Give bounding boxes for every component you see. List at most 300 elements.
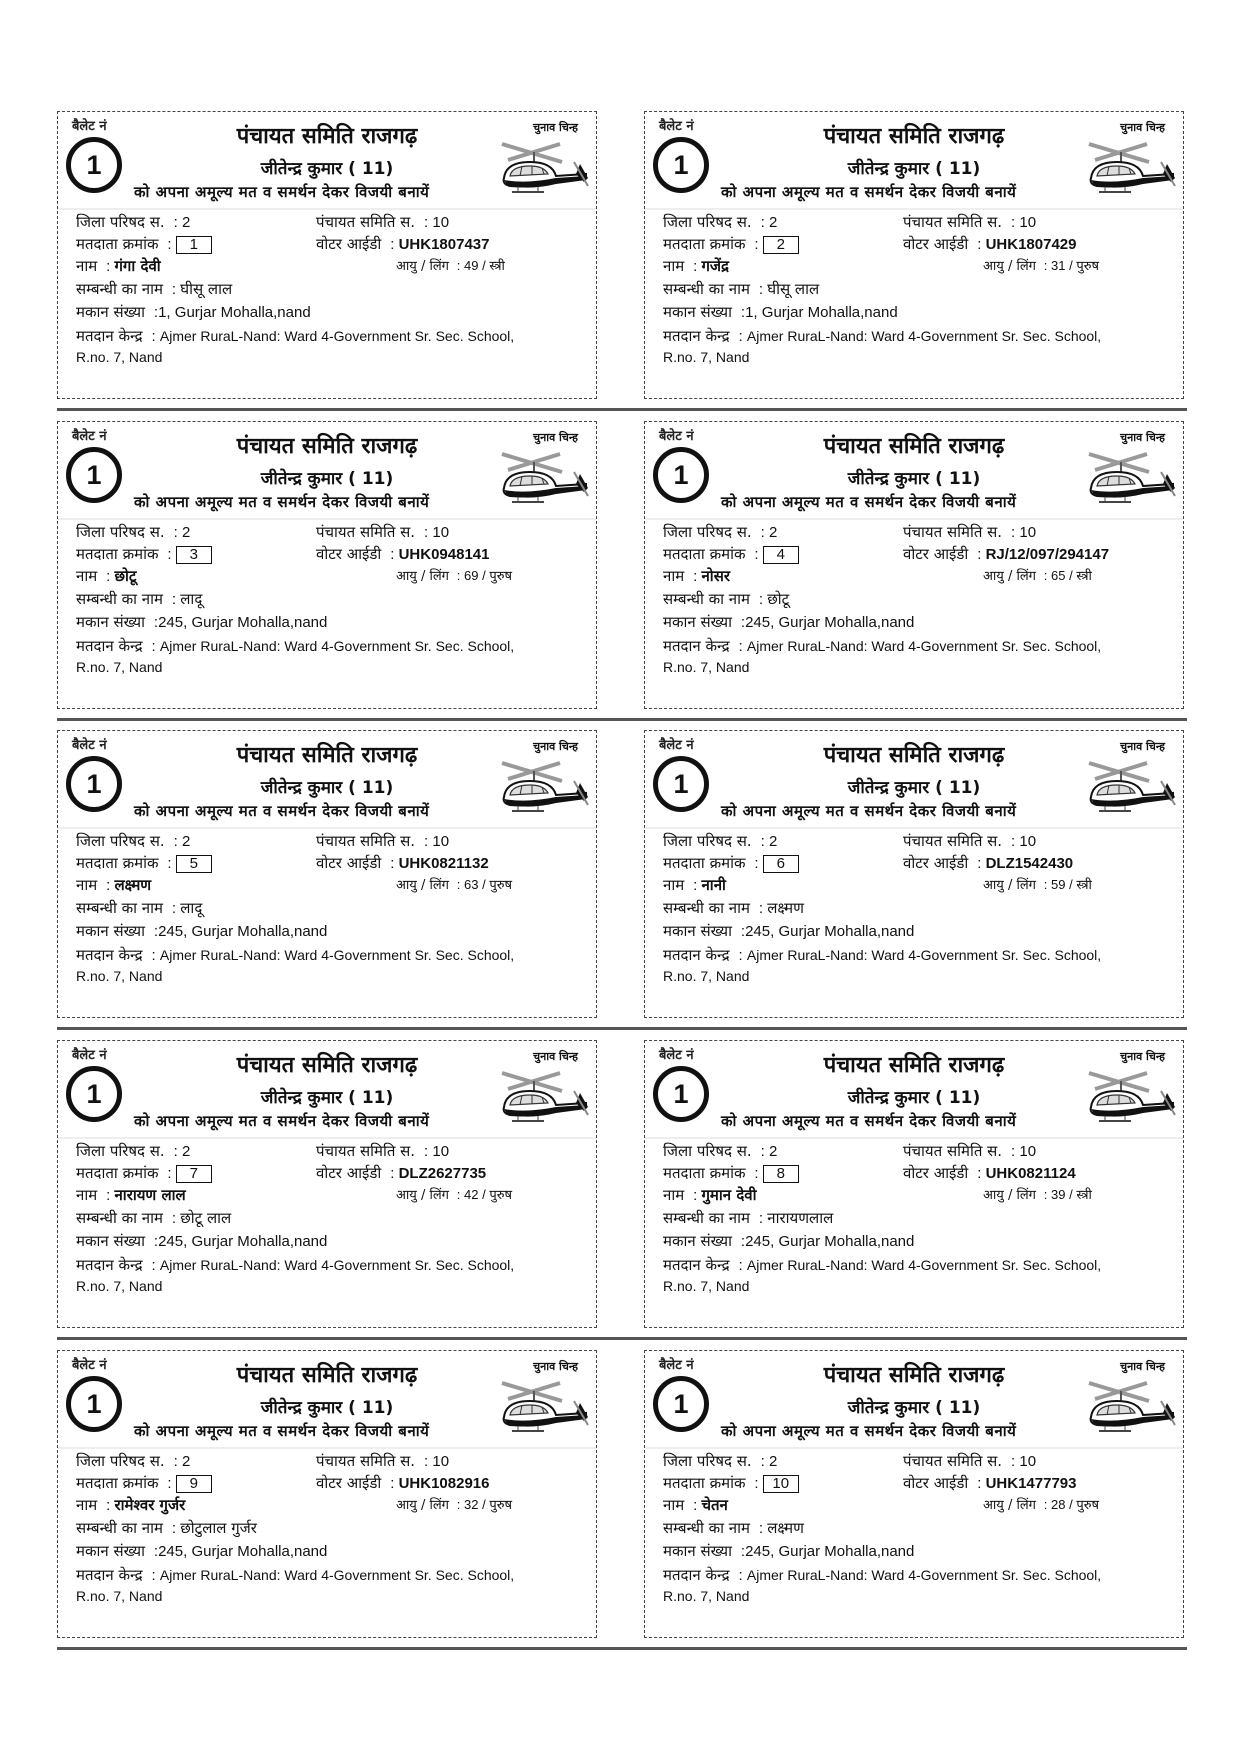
panchayat-samiti-row: पंचायत समिति स. : 10 <box>316 1452 450 1470</box>
polling-center-row-2 <box>663 1587 749 1605</box>
voter-name: गुमान देवी <box>701 1186 757 1204</box>
relative-name: छोटुलाल गुर्जर <box>180 1519 257 1537</box>
zila-parishad-row: जिला परिषद स. : 2 <box>76 523 191 541</box>
panchayat-title: पंचायत समिति राजगढ़ <box>823 1363 1005 1388</box>
election-symbol-label: चुनाव चिन्ह <box>1120 1360 1165 1373</box>
election-symbol-label: चुनाव चिन्ह <box>1120 431 1165 444</box>
voter-serial-row: मतदाता क्रमांक : 9 <box>76 1473 212 1493</box>
polling-center-line-2: R.no. 7, Nand <box>663 659 750 675</box>
voter-age: 42 <box>464 1187 479 1202</box>
card-row <box>57 111 1187 409</box>
panchayat-samiti-row: पंचायत समिति स. : 10 <box>316 1142 450 1160</box>
relative-name: घीसू लाल <box>767 280 820 298</box>
panchayat-samiti-value: 10 <box>432 833 450 850</box>
helicopter-icon <box>496 1067 590 1125</box>
voter-age: 28 <box>1051 1497 1066 1512</box>
helicopter-icon <box>496 1377 590 1435</box>
ballot-number-circle: 1 <box>66 447 122 503</box>
voter-serial-box: 7 <box>176 1165 212 1183</box>
age-gender-row: आयु / लिंग : 63 / पुरुष <box>396 877 512 893</box>
panchayat-title: पंचायत समिति राजगढ़ <box>823 743 1005 768</box>
polling-center-line-2: R.no. 7, Nand <box>76 349 163 365</box>
ballot-number-label: बैलेट नं <box>659 119 694 134</box>
voter-id-row: वोटर आईडी : RJ/12/097/294147 <box>903 545 1110 563</box>
house-address: 245, Gurjar Mohalla,nand <box>158 614 328 631</box>
polling-center-row-2 <box>663 1277 749 1295</box>
relative-name: लादू <box>180 590 203 608</box>
voter-slip-card <box>644 1040 1184 1328</box>
name-row: नाम : नानी <box>663 876 726 894</box>
election-symbol-label: चुनाव चिन्ह <box>533 1360 578 1373</box>
house-address: 245, Gurjar Mohalla,nand <box>745 1543 915 1560</box>
voter-serial-box: 4 <box>763 546 799 564</box>
relative-name: नारायणलाल <box>767 1209 834 1227</box>
voter-age: 49 <box>464 258 479 273</box>
election-symbol-label: चुनाव चिन्ह <box>533 1050 578 1063</box>
panchayat-samiti-row: पंचायत समिति स. : 10 <box>903 523 1037 541</box>
polling-center-row-2 <box>663 658 749 676</box>
voter-name: नानी <box>701 876 726 894</box>
polling-center-row: मतदान केन्द्र : Ajmer RuraL-Nand: Ward 4-Government Sr. Sec. School, <box>663 1566 1102 1584</box>
zila-parishad-value: 2 <box>182 214 191 231</box>
candidate-name: जीतेन्द्र कुमार ( 11) <box>260 1088 394 1108</box>
appeal-text: को अपना अमूल्य मत व समर्थन देकर विजयी बनायें <box>134 1422 430 1440</box>
voter-gender: पुरुष <box>489 1498 512 1513</box>
helicopter-icon <box>496 138 590 196</box>
panchayat-samiti-row: पंचायत समिति स. : 10 <box>316 832 450 850</box>
ballot-number-circle: 1 <box>66 1066 122 1122</box>
age-gender-row: आयु / लिंग : 65 / स्त्री <box>983 568 1092 584</box>
voter-slip-card <box>57 1040 597 1328</box>
voter-serial-box: 10 <box>763 1475 799 1493</box>
zila-parishad-row: जिला परिषद स. : 2 <box>76 1142 191 1160</box>
row-separator <box>57 1337 1187 1340</box>
voter-serial-row: मतदाता क्रमांक : 2 <box>663 234 799 254</box>
age-gender-row: आयु / लिंग : 31 / पुरुष <box>983 258 1099 274</box>
polling-center-row-2 <box>663 967 749 985</box>
name-row: नाम : छोटू <box>76 567 137 585</box>
age-gender-row: आयु / लिंग : 28 / पुरुष <box>983 1497 1099 1513</box>
card-header <box>58 731 596 829</box>
candidate-name: जीतेन्द्र कुमार ( 11) <box>847 159 981 179</box>
polling-center-line-1: Ajmer RuraL-Nand: Ward 4-Government Sr. Sec. School, <box>159 1567 515 1583</box>
voter-serial-row: मतदाता क्रमांक : 7 <box>76 1163 212 1183</box>
polling-center-row-2 <box>76 967 162 985</box>
voter-slip-card <box>644 111 1184 399</box>
voter-slip-card <box>57 421 597 709</box>
polling-center-row-2 <box>76 348 162 366</box>
helicopter-icon <box>496 448 590 506</box>
panchayat-title: पंचायत समिति राजगढ़ <box>823 1053 1005 1078</box>
polling-center-line-2: R.no. 7, Nand <box>663 1278 750 1294</box>
polling-center-row-2 <box>76 658 162 676</box>
candidate-name: जीतेन्द्र कुमार ( 11) <box>847 1088 981 1108</box>
polling-center-row: मतदान केन्द्र : Ajmer RuraL-Nand: Ward 4-Government Sr. Sec. School, <box>76 1256 515 1274</box>
house-address: 245, Gurjar Mohalla,nand <box>158 923 328 940</box>
name-row: नाम : नारायण लाल <box>76 1186 186 1204</box>
voter-name: लक्ष्मण <box>114 876 152 894</box>
voter-slip-card <box>57 111 597 399</box>
appeal-text: को अपना अमूल्य मत व समर्थन देकर विजयी बनायें <box>721 183 1017 201</box>
zila-parishad-value: 2 <box>769 1453 778 1470</box>
panchayat-samiti-value: 10 <box>432 1143 450 1160</box>
house-address: 245, Gurjar Mohalla,nand <box>158 1543 328 1560</box>
voter-id-row: वोटर आईडी : UHK0821124 <box>903 1164 1076 1182</box>
house-row: मकान संख्या :245, Gurjar Mohalla,nand <box>76 613 328 631</box>
voter-serial-box: 9 <box>176 1475 212 1493</box>
name-row: नाम : लक्ष्मण <box>76 876 152 894</box>
voter-age: 63 <box>464 877 479 892</box>
election-symbol-label: चुनाव चिन्ह <box>533 121 578 134</box>
house-address: 1, Gurjar Mohalla,nand <box>158 304 311 321</box>
voter-serial-row: मतदाता क्रमांक : 8 <box>663 1163 799 1183</box>
election-symbol-label: चुनाव चिन्ह <box>1120 740 1165 753</box>
voter-id-row: वोटर आईडी : UHK0948141 <box>316 545 490 563</box>
helicopter-icon <box>1083 757 1177 815</box>
house-row: मकान संख्या :245, Gurjar Mohalla,nand <box>663 613 915 631</box>
polling-center-row-2 <box>76 1277 162 1295</box>
zila-parishad-value: 2 <box>182 1453 191 1470</box>
panchayat-samiti-value: 10 <box>1019 214 1037 231</box>
relative-row: सम्बन्धी का नाम : लादू <box>76 899 203 917</box>
helicopter-icon <box>1083 1377 1177 1435</box>
appeal-text: को अपना अमूल्य मत व समर्थन देकर विजयी बनायें <box>721 1422 1017 1440</box>
polling-center-row: मतदान केन्द्र : Ajmer RuraL-Nand: Ward 4-Government Sr. Sec. School, <box>663 946 1102 964</box>
polling-center-line-2: R.no. 7, Nand <box>76 1588 163 1604</box>
house-address: 245, Gurjar Mohalla,nand <box>745 614 915 631</box>
zila-parishad-value: 2 <box>769 524 778 541</box>
house-address: 245, Gurjar Mohalla,nand <box>158 1233 328 1250</box>
voter-id-row: वोटर आईडी : UHK1477793 <box>903 1474 1077 1492</box>
relative-row: सम्बन्धी का नाम : लक्ष्मण <box>663 899 804 917</box>
ballot-number-label: बैलेट नं <box>659 1048 694 1063</box>
row-separator <box>57 1027 1187 1030</box>
name-row: नाम : रामेश्वर गुर्जर <box>76 1496 186 1514</box>
age-gender-row: आयु / लिंग : 49 / स्त्री <box>396 258 505 274</box>
voter-id-value: UHK1477793 <box>985 1475 1077 1492</box>
panchayat-samiti-value: 10 <box>1019 1453 1037 1470</box>
candidate-name: जीतेन्द्र कुमार ( 11) <box>260 778 394 798</box>
polling-center-row-2 <box>76 1587 162 1605</box>
panchayat-samiti-row: पंचायत समिति स. : 10 <box>903 213 1037 231</box>
polling-center-row: मतदान केन्द्र : Ajmer RuraL-Nand: Ward 4-Government Sr. Sec. School, <box>663 637 1102 655</box>
zila-parishad-value: 2 <box>769 1143 778 1160</box>
ballot-number-label: बैलेट नं <box>72 1048 107 1063</box>
voter-serial-row: मतदाता क्रमांक : 6 <box>663 853 799 873</box>
voter-serial-row: मतदाता क्रमांक : 4 <box>663 544 799 564</box>
panchayat-title: पंचायत समिति राजगढ़ <box>823 124 1005 149</box>
election-symbol-label: चुनाव चिन्ह <box>1120 1050 1165 1063</box>
name-row: नाम : चेतन <box>663 1496 728 1514</box>
candidate-name: जीतेन्द्र कुमार ( 11) <box>260 469 394 489</box>
voter-slip-card <box>644 730 1184 1018</box>
voter-serial-box: 5 <box>176 855 212 873</box>
ballot-number-label: बैलेट नं <box>72 738 107 753</box>
card-row <box>57 1350 1187 1648</box>
ballot-number-circle: 1 <box>653 756 709 812</box>
voter-serial-box: 1 <box>176 236 212 254</box>
card-header <box>645 731 1183 829</box>
name-row: नाम : गुमान देवी <box>663 1186 757 1204</box>
polling-center-line-2: R.no. 7, Nand <box>76 1278 163 1294</box>
relative-row: सम्बन्धी का नाम : घीसू लाल <box>663 280 820 298</box>
relative-row: सम्बन्धी का नाम : छोटू <box>663 590 790 608</box>
panchayat-samiti-value: 10 <box>432 214 450 231</box>
card-header <box>645 1041 1183 1139</box>
voter-id-value: UHK1807429 <box>985 236 1077 253</box>
election-symbol-label: चुनाव चिन्ह <box>533 740 578 753</box>
zila-parishad-row: जिला परिषद स. : 2 <box>663 523 778 541</box>
zila-parishad-row: जिला परिषद स. : 2 <box>76 213 191 231</box>
ballot-number-circle: 1 <box>653 1376 709 1432</box>
voter-serial-box: 2 <box>763 236 799 254</box>
appeal-text: को अपना अमूल्य मत व समर्थन देकर विजयी बनायें <box>721 802 1017 820</box>
appeal-text: को अपना अमूल्य मत व समर्थन देकर विजयी बनायें <box>721 1112 1017 1130</box>
card-header <box>645 422 1183 520</box>
voter-id-row: वोटर आईडी : DLZ1542430 <box>903 854 1074 872</box>
voter-slip-card <box>57 1350 597 1638</box>
polling-center-line-2: R.no. 7, Nand <box>663 1588 750 1604</box>
row-separator <box>57 718 1187 721</box>
voter-age: 31 <box>1051 258 1066 273</box>
panchayat-samiti-row: पंचायत समिति स. : 10 <box>316 213 450 231</box>
voter-serial-box: 8 <box>763 1165 799 1183</box>
card-header <box>645 1351 1183 1449</box>
age-gender-row: आयु / लिंग : 39 / स्त्री <box>983 1187 1092 1203</box>
ballot-number-label: बैलेट नं <box>72 1358 107 1373</box>
zila-parishad-row: जिला परिषद स. : 2 <box>76 832 191 850</box>
age-gender-row: आयु / लिंग : 69 / पुरुष <box>396 568 512 584</box>
polling-center-line-1: Ajmer RuraL-Nand: Ward 4-Government Sr. Sec. School, <box>159 638 515 654</box>
voter-name: गंगा देवी <box>114 257 161 275</box>
polling-center-row: मतदान केन्द्र : Ajmer RuraL-Nand: Ward 4-Government Sr. Sec. School, <box>663 327 1102 345</box>
relative-row: सम्बन्धी का नाम : छोटुलाल गुर्जर <box>76 1519 257 1537</box>
voter-serial-row: मतदाता क्रमांक : 10 <box>663 1473 799 1493</box>
polling-center-line-1: Ajmer RuraL-Nand: Ward 4-Government Sr. Sec. School, <box>746 638 1102 654</box>
name-row: नाम : नोसर <box>663 567 730 585</box>
voter-serial-row: मतदाता क्रमांक : 1 <box>76 234 212 254</box>
voter-serial-row: मतदाता क्रमांक : 3 <box>76 544 212 564</box>
relative-row: सम्बन्धी का नाम : छोटू लाल <box>76 1209 232 1227</box>
house-address: 245, Gurjar Mohalla,nand <box>745 923 915 940</box>
card-header <box>58 1351 596 1449</box>
house-row: मकान संख्या :245, Gurjar Mohalla,nand <box>663 1542 915 1560</box>
house-row: मकान संख्या :245, Gurjar Mohalla,nand <box>663 922 915 940</box>
panchayat-title: पंचायत समिति राजगढ़ <box>236 743 418 768</box>
voter-gender: स्त्री <box>489 259 505 274</box>
panchayat-samiti-value: 10 <box>1019 1143 1037 1160</box>
voter-slip-card <box>644 421 1184 709</box>
panchayat-title: पंचायत समिति राजगढ़ <box>823 434 1005 459</box>
house-row: मकान संख्या :245, Gurjar Mohalla,nand <box>663 1232 915 1250</box>
relative-name: लक्ष्मण <box>767 899 804 917</box>
panchayat-samiti-row: पंचायत समिति स. : 10 <box>316 523 450 541</box>
relative-name: लक्ष्मण <box>767 1519 804 1537</box>
appeal-text: को अपना अमूल्य मत व समर्थन देकर विजयी बनायें <box>134 802 430 820</box>
voter-gender: पुरुष <box>1076 1498 1099 1513</box>
candidate-name: जीतेन्द्र कुमार ( 11) <box>847 778 981 798</box>
zila-parishad-value: 2 <box>769 214 778 231</box>
voter-gender: स्त्री <box>1076 569 1092 584</box>
polling-center-row-2 <box>663 348 749 366</box>
voter-name: रामेश्वर गुर्जर <box>114 1496 186 1514</box>
panchayat-samiti-value: 10 <box>432 524 450 541</box>
card-row <box>57 421 1187 719</box>
name-row: नाम : गजेंद्र <box>663 257 730 275</box>
helicopter-icon <box>1083 138 1177 196</box>
polling-center-row: मतदान केन्द्र : Ajmer RuraL-Nand: Ward 4-Government Sr. Sec. School, <box>663 1256 1102 1274</box>
ballot-number-label: बैलेट नं <box>659 738 694 753</box>
candidate-name: जीतेन्द्र कुमार ( 11) <box>847 1398 981 1418</box>
voter-gender: स्त्री <box>1076 878 1092 893</box>
card-row <box>57 730 1187 1028</box>
ballot-number-circle: 1 <box>66 756 122 812</box>
helicopter-icon <box>1083 1067 1177 1125</box>
voter-age: 65 <box>1051 568 1066 583</box>
relative-row: सम्बन्धी का नाम : लक्ष्मण <box>663 1519 804 1537</box>
election-symbol-label: चुनाव चिन्ह <box>533 431 578 444</box>
ballot-number-label: बैलेट नं <box>659 1358 694 1373</box>
polling-center-line-2: R.no. 7, Nand <box>76 659 163 675</box>
voter-name: चेतन <box>701 1496 728 1514</box>
card-header <box>58 112 596 210</box>
voter-id-value: UHK0821132 <box>398 855 489 872</box>
voter-id-value: UHK0821124 <box>985 1165 1076 1182</box>
voter-age: 32 <box>464 1497 479 1512</box>
polling-center-line-2: R.no. 7, Nand <box>663 349 750 365</box>
polling-center-line-1: Ajmer RuraL-Nand: Ward 4-Government Sr. Sec. School, <box>746 947 1102 963</box>
polling-center-line-1: Ajmer RuraL-Nand: Ward 4-Government Sr. Sec. School, <box>159 328 515 344</box>
appeal-text: को अपना अमूल्य मत व समर्थन देकर विजयी बनायें <box>134 493 430 511</box>
zila-parishad-row: जिला परिषद स. : 2 <box>76 1452 191 1470</box>
row-separator <box>57 1647 1187 1650</box>
polling-center-line-1: Ajmer RuraL-Nand: Ward 4-Government Sr. Sec. School, <box>746 328 1102 344</box>
voter-id-value: RJ/12/097/294147 <box>985 546 1110 563</box>
house-address: 245, Gurjar Mohalla,nand <box>745 1233 915 1250</box>
voter-id-row: वोटर आईडी : UHK0821132 <box>316 854 489 872</box>
card-row <box>57 1040 1187 1338</box>
panchayat-samiti-row: पंचायत समिति स. : 10 <box>903 1452 1037 1470</box>
polling-center-line-2: R.no. 7, Nand <box>76 968 163 984</box>
relative-name: लादू <box>180 899 203 917</box>
panchayat-samiti-value: 10 <box>1019 833 1037 850</box>
voter-id-row: वोटर आईडी : UHK1807437 <box>316 235 490 253</box>
polling-center-line-1: Ajmer RuraL-Nand: Ward 4-Government Sr. Sec. School, <box>159 947 515 963</box>
voter-age: 39 <box>1051 1187 1066 1202</box>
voter-id-value: UHK0948141 <box>398 546 490 563</box>
name-row: नाम : गंगा देवी <box>76 257 161 275</box>
voter-slip-card <box>644 1350 1184 1638</box>
polling-center-line-1: Ajmer RuraL-Nand: Ward 4-Government Sr. Sec. School, <box>746 1257 1102 1273</box>
ballot-number-circle: 1 <box>653 1066 709 1122</box>
ballot-number-circle: 1 <box>66 137 122 193</box>
appeal-text: को अपना अमूल्य मत व समर्थन देकर विजयी बनायें <box>134 183 430 201</box>
appeal-text: को अपना अमूल्य मत व समर्थन देकर विजयी बनायें <box>134 1112 430 1130</box>
house-row: मकान संख्या :1, Gurjar Mohalla,nand <box>76 303 311 321</box>
age-gender-row: आयु / लिंग : 42 / पुरुष <box>396 1187 512 1203</box>
voter-gender: स्त्री <box>1076 1188 1092 1203</box>
candidate-name: जीतेन्द्र कुमार ( 11) <box>260 1398 394 1418</box>
card-header <box>58 1041 596 1139</box>
candidate-name: जीतेन्द्र कुमार ( 11) <box>847 469 981 489</box>
panchayat-samiti-value: 10 <box>1019 524 1037 541</box>
zila-parishad-row: जिला परिषद स. : 2 <box>663 832 778 850</box>
voter-age: 69 <box>464 568 479 583</box>
voter-name: गजेंद्र <box>701 257 730 275</box>
panchayat-title: पंचायत समिति राजगढ़ <box>236 124 418 149</box>
polling-center-line-1: Ajmer RuraL-Nand: Ward 4-Government Sr. Sec. School, <box>746 1567 1102 1583</box>
ballot-number-circle: 1 <box>66 1376 122 1432</box>
voter-age: 59 <box>1051 877 1066 892</box>
voter-serial-box: 3 <box>176 546 212 564</box>
ballot-number-label: बैलेट नं <box>72 119 107 134</box>
voter-id-value: UHK1807437 <box>398 236 490 253</box>
voter-serial-box: 6 <box>763 855 799 873</box>
voter-name: छोटू <box>114 567 137 585</box>
age-gender-row: आयु / लिंग : 59 / स्त्री <box>983 877 1092 893</box>
panchayat-title: पंचायत समिति राजगढ़ <box>236 1053 418 1078</box>
card-header <box>58 422 596 520</box>
voter-id-value: DLZ2627735 <box>398 1165 487 1182</box>
panchayat-samiti-row: पंचायत समिति स. : 10 <box>903 832 1037 850</box>
zila-parishad-value: 2 <box>769 833 778 850</box>
voter-gender: पुरुष <box>489 569 512 584</box>
voter-slip-card <box>57 730 597 1018</box>
voter-id-value: DLZ1542430 <box>985 855 1074 872</box>
candidate-name: जीतेन्द्र कुमार ( 11) <box>260 159 394 179</box>
ballot-number-circle: 1 <box>653 447 709 503</box>
panchayat-samiti-row: पंचायत समिति स. : 10 <box>903 1142 1037 1160</box>
zila-parishad-value: 2 <box>182 833 191 850</box>
row-separator <box>57 408 1187 411</box>
helicopter-icon <box>1083 448 1177 506</box>
house-address: 1, Gurjar Mohalla,nand <box>745 304 898 321</box>
zila-parishad-row: जिला परिषद स. : 2 <box>663 213 778 231</box>
house-row: मकान संख्या :245, Gurjar Mohalla,nand <box>76 1232 328 1250</box>
polling-center-line-2: R.no. 7, Nand <box>663 968 750 984</box>
zila-parishad-row: जिला परिषद स. : 2 <box>663 1452 778 1470</box>
election-symbol-label: चुनाव चिन्ह <box>1120 121 1165 134</box>
panchayat-samiti-value: 10 <box>432 1453 450 1470</box>
voter-id-value: UHK1082916 <box>398 1475 490 1492</box>
ballot-number-circle: 1 <box>653 137 709 193</box>
house-row: मकान संख्या :1, Gurjar Mohalla,nand <box>663 303 898 321</box>
age-gender-row: आयु / लिंग : 32 / पुरुष <box>396 1497 512 1513</box>
voter-gender: पुरुष <box>489 1188 512 1203</box>
voter-name: नोसर <box>701 567 730 585</box>
voter-name: नारायण लाल <box>114 1186 186 1204</box>
polling-center-line-1: Ajmer RuraL-Nand: Ward 4-Government Sr. Sec. School, <box>159 1257 515 1273</box>
ballot-number-label: बैलेट नं <box>659 429 694 444</box>
voter-id-row: वोटर आईडी : UHK1082916 <box>316 1474 490 1492</box>
voter-gender: पुरुष <box>1076 259 1099 274</box>
house-row: मकान संख्या :245, Gurjar Mohalla,nand <box>76 922 328 940</box>
relative-name: छोटू लाल <box>180 1209 232 1227</box>
relative-row: सम्बन्धी का नाम : घीसू लाल <box>76 280 233 298</box>
zila-parishad-row: जिला परिषद स. : 2 <box>663 1142 778 1160</box>
voter-id-row: वोटर आईडी : UHK1807429 <box>903 235 1077 253</box>
voter-serial-row: मतदाता क्रमांक : 5 <box>76 853 212 873</box>
voter-gender: पुरुष <box>489 878 512 893</box>
voter-id-row: वोटर आईडी : DLZ2627735 <box>316 1164 487 1182</box>
helicopter-icon <box>496 757 590 815</box>
polling-center-row: मतदान केन्द्र : Ajmer RuraL-Nand: Ward 4-Government Sr. Sec. School, <box>76 327 515 345</box>
polling-center-row: मतदान केन्द्र : Ajmer RuraL-Nand: Ward 4-Government Sr. Sec. School, <box>76 946 515 964</box>
relative-row: सम्बन्धी का नाम : लादू <box>76 590 203 608</box>
relative-name: घीसू लाल <box>180 280 233 298</box>
panchayat-title: पंचायत समिति राजगढ़ <box>236 434 418 459</box>
house-row: मकान संख्या :245, Gurjar Mohalla,nand <box>76 1542 328 1560</box>
